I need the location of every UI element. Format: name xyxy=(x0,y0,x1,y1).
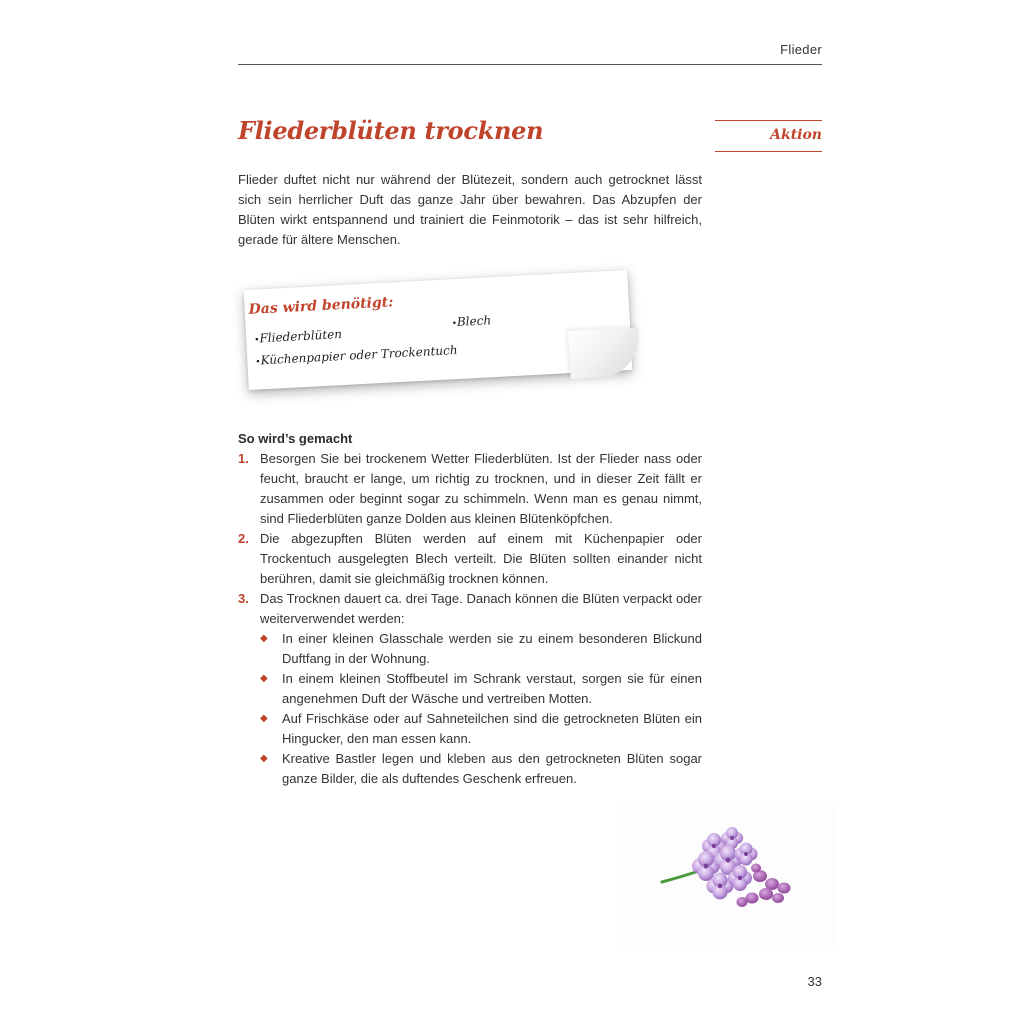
step-item xyxy=(238,529,702,589)
usage-bullet-text: In einer kleinen Glasschale werden sie zu einem besonderen Blickund Duftfang in der Wohnung. xyxy=(282,631,702,666)
usage-bullet-text: In einem kleinen Stoffbeutel im Schrank verstaut, sorgen sie für einen angenehmen Duft der Wäsche und vertreiben Motten. xyxy=(282,671,702,706)
chapter-label: Flieder xyxy=(780,42,822,57)
usage-bullet xyxy=(260,749,702,789)
steps-heading: So wird’s gemacht xyxy=(238,431,353,446)
step-item xyxy=(238,449,702,529)
usage-bullet xyxy=(260,709,702,749)
step-number: 3. xyxy=(238,591,249,606)
page-title: Fliederblüten trocknen xyxy=(238,116,544,145)
usage-bullet xyxy=(260,669,702,709)
lilac-photo xyxy=(622,802,836,950)
usage-bullet-list xyxy=(260,629,702,789)
header-rule xyxy=(238,64,822,65)
note-page-curl xyxy=(568,328,640,380)
diamond-bullet-icon: ◆ xyxy=(260,673,268,684)
materials-note xyxy=(244,270,633,390)
diamond-bullet-icon: ◆ xyxy=(260,753,268,764)
materials-item: • Blech xyxy=(451,313,491,329)
page-number: 33 xyxy=(807,974,822,989)
step-text: Besorgen Sie bei trockenem Wetter Fliederblüten. Ist der Flieder nass oder feucht, braucht er lange, um richtig zu trocknen, und in dieser Zeit fällt er zusammen oder beginnt sogar zu schimmeln. Wenn man es genau nimmt, sind Fliederblüten ganze Dolden aus kleinen Blütenköpfchen. xyxy=(260,451,702,526)
diamond-bullet-icon: ◆ xyxy=(260,633,268,644)
intro-paragraph: Flieder duftet nicht nur während der Blütezeit, sondern auch getrocknet lässt sich sein herrlicher Duft das ganze Jahr über bewahren. Das Abzupfen der Blüten wirkt entspannend und trainiert die Feinmotorik – das ist sehr hilfreich, gerade für ältere Menschen. xyxy=(238,172,702,247)
step-text: Das Trocknen dauert ca. drei Tage. Danach können die Blüten verpackt oder weiterverwendet werden: xyxy=(260,591,702,626)
usage-bullet-text: Auf Frischkäse oder auf Sahneteilchen sind die getrockneten Blüten ein Hingucker, den man essen kann. xyxy=(282,711,702,746)
lilac-flower-illustration xyxy=(622,802,836,950)
materials-item: • Fliederblüten xyxy=(254,327,342,346)
aktion-box xyxy=(715,120,822,152)
step-number: 1. xyxy=(238,451,249,466)
step-item xyxy=(238,589,702,789)
materials-item: • Küchenpapier oder Trockentuch xyxy=(255,343,458,368)
materials-heading: Das wird benötigt: xyxy=(248,294,394,318)
usage-bullet xyxy=(260,629,702,669)
aktion-label: Aktion xyxy=(770,127,822,143)
diamond-bullet-icon: ◆ xyxy=(260,713,268,724)
steps-list xyxy=(238,449,702,789)
usage-bullet-text: Kreative Bastler legen und kleben aus den getrockneten Blüten sogar ganze Bilder, die als duftendes Geschenk erfreuen. xyxy=(282,751,702,786)
step-text: Die abgezupften Blüten werden auf einem mit Küchenpapier oder Trockentuch ausgelegten Blech verteilt. Die Blüten sollten einander nicht berühren, damit sie gleichmäßig trocknen können. xyxy=(260,531,702,586)
step-number: 2. xyxy=(238,531,249,546)
